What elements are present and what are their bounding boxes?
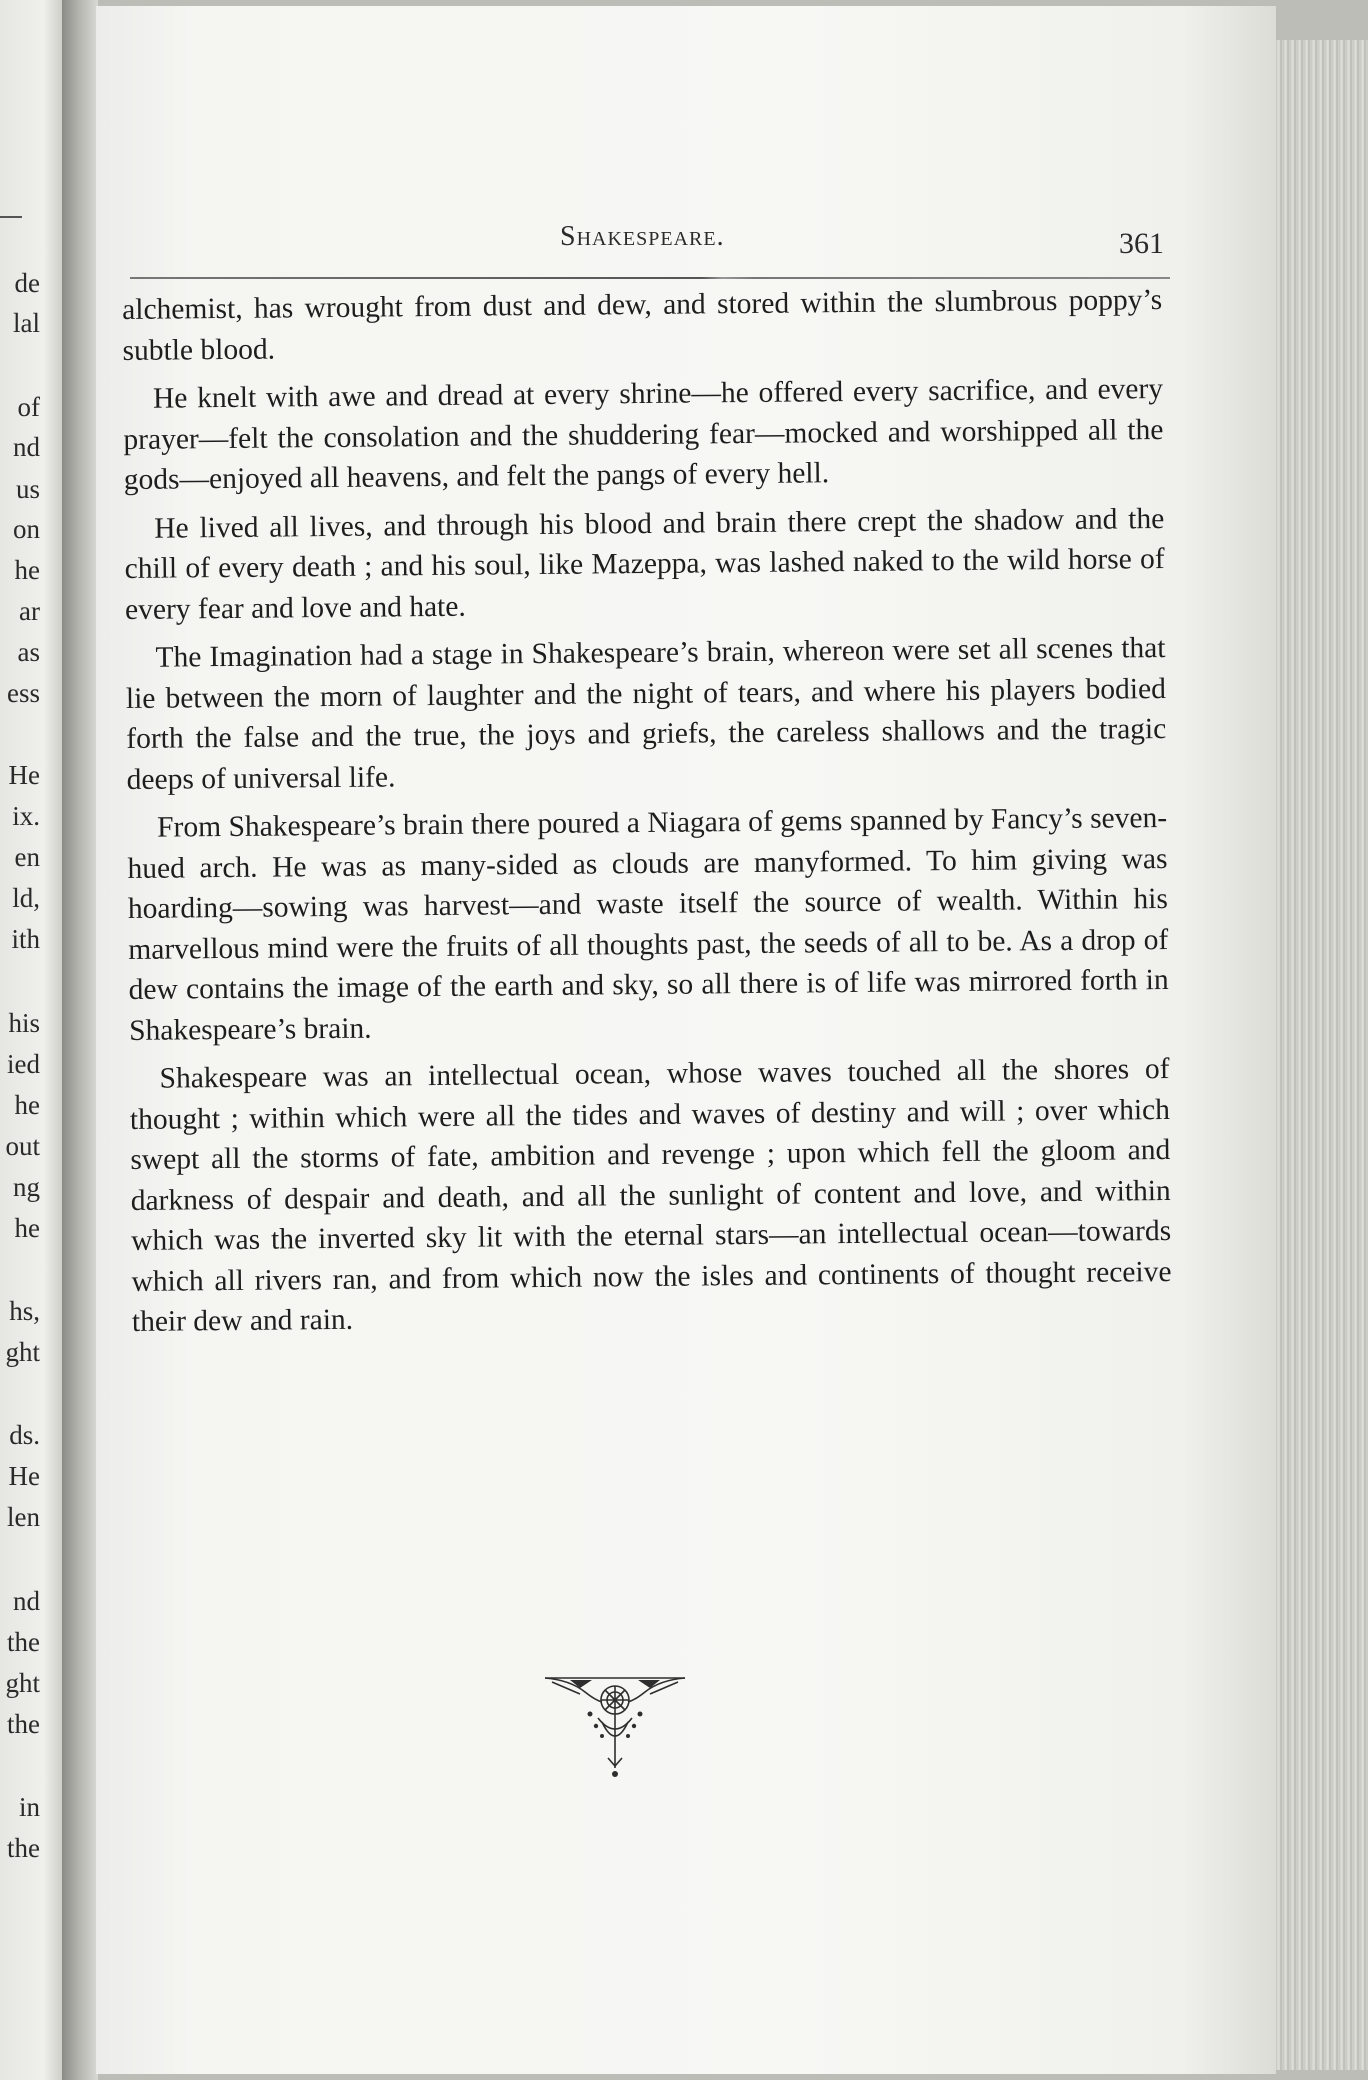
- facing-page-fragment: his: [8, 1008, 40, 1038]
- facing-page-fragment: He: [8, 1461, 40, 1491]
- fleuron-tailpiece-icon: [540, 1670, 690, 1780]
- paragraph: The Imagination had a stage in Shakespeare’s brain, whereon were set all scenes that lie between the morn of laughter and the night of tears, and where his players bodied forth the false and the true, the joys and griefs, the careless shallows and the tragic deeps of universal life.: [125, 632, 1167, 796]
- facing-page-fragment: lal: [13, 308, 40, 338]
- facing-page-fragment: en: [14, 842, 40, 872]
- paragraph: alchemist, has wrought from dust and dew, and stored within the slumbrous poppy’s subtle blood.: [122, 284, 1163, 367]
- paragraph: Shakespeare was an intellectual ocean, whose waves touched all the shores of thought ; within which were all the tides and waves of destiny and will ; over which swept all the storms of fate, ambition and revenge ; upon which fell the gloom and darkness of despair and death, and all the sunlight of content and love, and within which was the inverted sky lit with the eternal stars—an intellectual ocean—towards which all rivers ran, and from which now the isles and continents of thought receive their dew and rain.: [129, 1052, 1172, 1338]
- paragraph: From Shakespeare’s brain there poured a Niagara of gems spanned by Fancy’s seven-hued arch. He was as many-sided as clouds are manyformed. To him giving was hoarding—sowing was harvest—and waste itself the source of wealth. Within his marvellous mind were the fruits of all thoughts past, the seeds of all to be. As a drop of dew contains the image of the earth and sky, so all there is of life was mirrored forth in Shakespeare’s brain.: [127, 801, 1169, 1047]
- paragraph: He lived all lives, and through his blood and brain there crept the shadow and the chill of every death ; and his soul, like Mazeppa, was lashed naked to the wild horse of every fear and love and hate.: [124, 502, 1165, 626]
- facing-page-fragment: the: [7, 1833, 40, 1863]
- facing-page-rule: [0, 216, 22, 218]
- paragraph: He knelt with awe and dread at every shrine—he offered every sacrifice, and every prayer—felt the consolation and the shuddering fear—mocked and worshipped all the gods—enjoyed all heavens, and felt the pangs of every hell.: [123, 373, 1164, 496]
- facing-page-fragment: ar: [19, 596, 40, 626]
- facing-page-fragment: he: [14, 555, 40, 585]
- facing-page-fragment: ds.: [9, 1420, 40, 1450]
- facing-page-fragment: he: [14, 1213, 40, 1243]
- facing-page-fragment: de: [14, 268, 40, 298]
- facing-page-fragment: ght: [5, 1337, 40, 1367]
- facing-page-fragment: ess: [7, 678, 40, 708]
- facing-page-fragment: in: [18, 1792, 40, 1822]
- facing-page-fragment: He: [8, 760, 40, 790]
- facing-page-fragment: ld,: [12, 883, 40, 913]
- facing-page-fragment: ght: [5, 1668, 40, 1698]
- facing-page-fragment: of: [17, 392, 40, 422]
- facing-page-fragment: the: [7, 1627, 40, 1657]
- facing-page-fragment: the: [7, 1709, 40, 1739]
- facing-page-fragment: us: [15, 474, 40, 504]
- page-edges: [1276, 40, 1368, 2070]
- facing-page-fragment: on: [13, 514, 40, 544]
- facing-page-fragment: out: [5, 1131, 40, 1161]
- body-text: [122, 280, 1172, 1350]
- facing-page-fragment: nd: [13, 1586, 40, 1616]
- facing-page-fragment: len: [7, 1502, 40, 1532]
- facing-page-fragment: hs,: [9, 1296, 40, 1326]
- page-number: 361: [1119, 227, 1164, 260]
- facing-page-fragment: ith: [11, 924, 40, 954]
- facing-page-fragment: ied: [7, 1049, 40, 1079]
- running-title: Shakespeare.: [560, 221, 725, 252]
- header-rule: [130, 277, 1170, 279]
- facing-page-fragment: as: [17, 637, 40, 667]
- facing-page-fragment: ix.: [12, 801, 40, 831]
- book-gutter: [62, 0, 98, 2080]
- facing-page-fragment: ng: [13, 1172, 40, 1202]
- facing-page-fragment: he: [14, 1090, 40, 1120]
- facing-page-fragment: nd: [13, 432, 40, 462]
- running-head: [130, 215, 1170, 275]
- facing-page-edge: [0, 0, 62, 2080]
